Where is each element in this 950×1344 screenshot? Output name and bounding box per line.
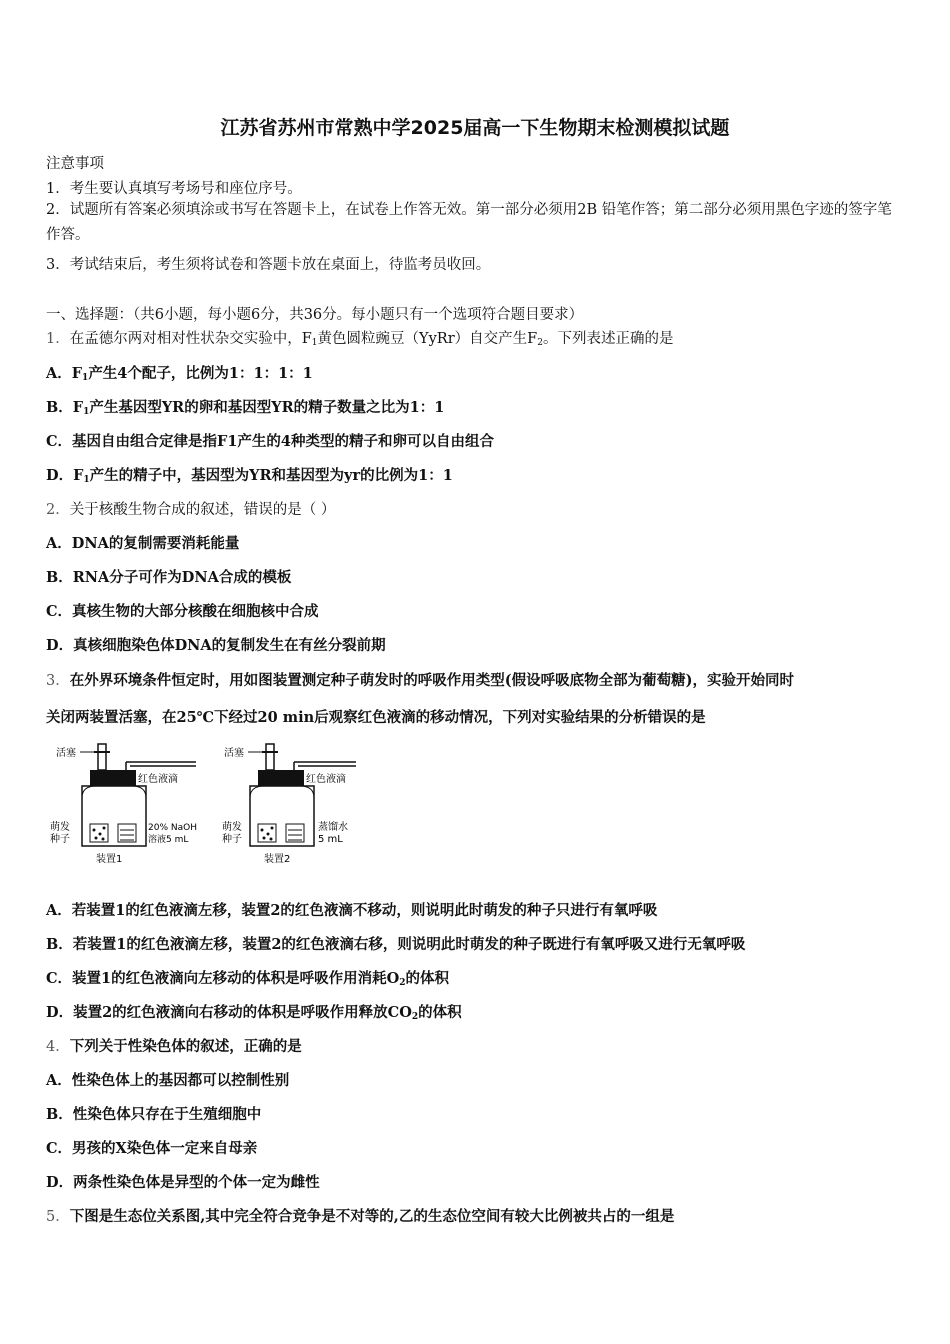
device-1-label: 装置1 [96, 854, 123, 865]
question-5-stem: 5．下图是生态位关系图,其中完全符合竞争是不对等的,乙的生态位空间有较大比例被共占的一组是 [46, 1208, 675, 1225]
question-2-stem: 2．关于核酸生物合成的叙述，错误的是（ ） [46, 502, 336, 518]
question-number: 4． [46, 1039, 70, 1055]
question-2-option-a: A．DNA的复制需要消耗能量 [46, 535, 240, 552]
naoh-label-1a: 20% NaOH [148, 823, 197, 833]
question-1-option-a: A．$F_1$产生4个配子，比例为1：1：1：1 [46, 365, 313, 383]
naoh-label-1b: 溶液5 mL [148, 835, 189, 845]
device-2 [222, 744, 356, 865]
question-1-option-b: B．$F_1$产生基因型YR的卵和基因型YR的精子数量之比为1：1 [46, 399, 445, 417]
question-1-option-c: C．基因自由组合定律是指F1产生的4种类型的精子和卵可以自由组合 [46, 433, 495, 450]
respiration-apparatus-figure [46, 738, 366, 868]
question-3-option-b: B．若装置1的红色液滴左移，装置2的红色液滴右移，则说明此时萌发的种子既进行有氧呼吸又进行无氧呼吸 [46, 936, 746, 953]
question-number: 1． [46, 331, 70, 347]
seeds-label-2b: 种子 [222, 834, 242, 845]
question-number: 5． [46, 1209, 70, 1225]
question-3-stem-line1: 3．在外界环境条件恒定时，用如图装置测定种子萌发时的呼吸作用类型(假设呼吸底物全部为葡萄糖)，实验开始同时 [46, 672, 794, 689]
apparatus-diagram [46, 738, 366, 868]
notice-item-2: 2．试题所有答案必须填涂或书写在答题卡上，在试卷上作答无效。第一部分必须用2B 铅笔作答；第二部分必须用黑色字迹的签字笔作答。 [46, 202, 892, 243]
question-3-option-c: C．装置1的红色液滴向左移动的体积是呼吸作用消耗$O_2$的体积 [46, 970, 450, 988]
question-1-stem: 1．在孟德尔两对相对性状杂交实验中，$F_1$黄色圆粒豌豆（YyRr）自交产生$F_2$。下列表述正确的是 [46, 331, 674, 348]
question-4-option-b: B．性染色体只存在于生殖细胞中 [46, 1106, 262, 1123]
question-4-option-a: A．性染色体上的基因都可以控制性别 [46, 1072, 290, 1089]
device-2-label: 装置2 [264, 854, 291, 865]
valve-label-1: 活塞 [56, 748, 76, 759]
question-3-option-a: A．若装置1的红色液滴左移，装置2的红色液滴不移动，则说明此时萌发的种子只进行有氧呼吸 [46, 902, 658, 919]
question-number: 2． [46, 502, 70, 518]
red-drop-label-2: 红色液滴 [306, 774, 346, 785]
question-1-option-d: D．$F_1$产生的精子中，基因型为YR和基因型为yr的比例为1：1 [46, 467, 453, 485]
section-heading: 一、选择题：（共6小题，每小题6分，共36分。每小题只有一个选项符合题目要求） [46, 307, 584, 323]
notice-item-3: 3．考试结束后，考生须将试卷和答题卡放在桌面上，待监考员收回。 [46, 257, 491, 273]
question-3-option-d: D．装置2的红色液滴向右移动的体积是呼吸作用释放$CO_2$的体积 [46, 1004, 462, 1022]
red-drop-label-1: 红色液滴 [138, 774, 178, 785]
water-label-2b: 5 mL [318, 834, 343, 845]
question-2-option-d: D．真核细胞染色体DNA的复制发生在有丝分裂前期 [46, 637, 386, 654]
page-title: 江苏省苏州市常熟中学2025届高一下生物期末检测模拟试题 [220, 117, 730, 139]
seeds-label-1a: 萌发 [50, 822, 70, 833]
notice-heading: 注意事项 [46, 156, 104, 172]
question-4-stem: 4．下列关于性染色体的叙述，正确的是 [46, 1038, 302, 1055]
question-3-stem-line2: 关闭两装置活塞，在25℃下经过20 min后观察红色液滴的移动情况，下列对实验结果的分析错误的是 [46, 709, 706, 726]
question-number: 3． [46, 673, 70, 689]
device-1 [50, 744, 197, 865]
question-4-option-d: D．两条性染色体是异型的个体一定为雌性 [46, 1174, 320, 1191]
valve-label-2: 活塞 [224, 748, 244, 759]
question-4-option-c: C．男孩的X染色体一定来自母亲 [46, 1140, 258, 1157]
seeds-label-1b: 种子 [50, 834, 70, 845]
question-2-option-c: C．真核生物的大部分核酸在细胞核中合成 [46, 603, 319, 620]
water-label-2a: 蒸馏水 [318, 822, 348, 833]
seeds-label-2a: 萌发 [222, 822, 242, 833]
notice-item-1: 1．考生要认真填写考场号和座位序号。 [46, 181, 302, 197]
question-2-option-b: B．RNA分子可作为DNA合成的模板 [46, 569, 292, 586]
